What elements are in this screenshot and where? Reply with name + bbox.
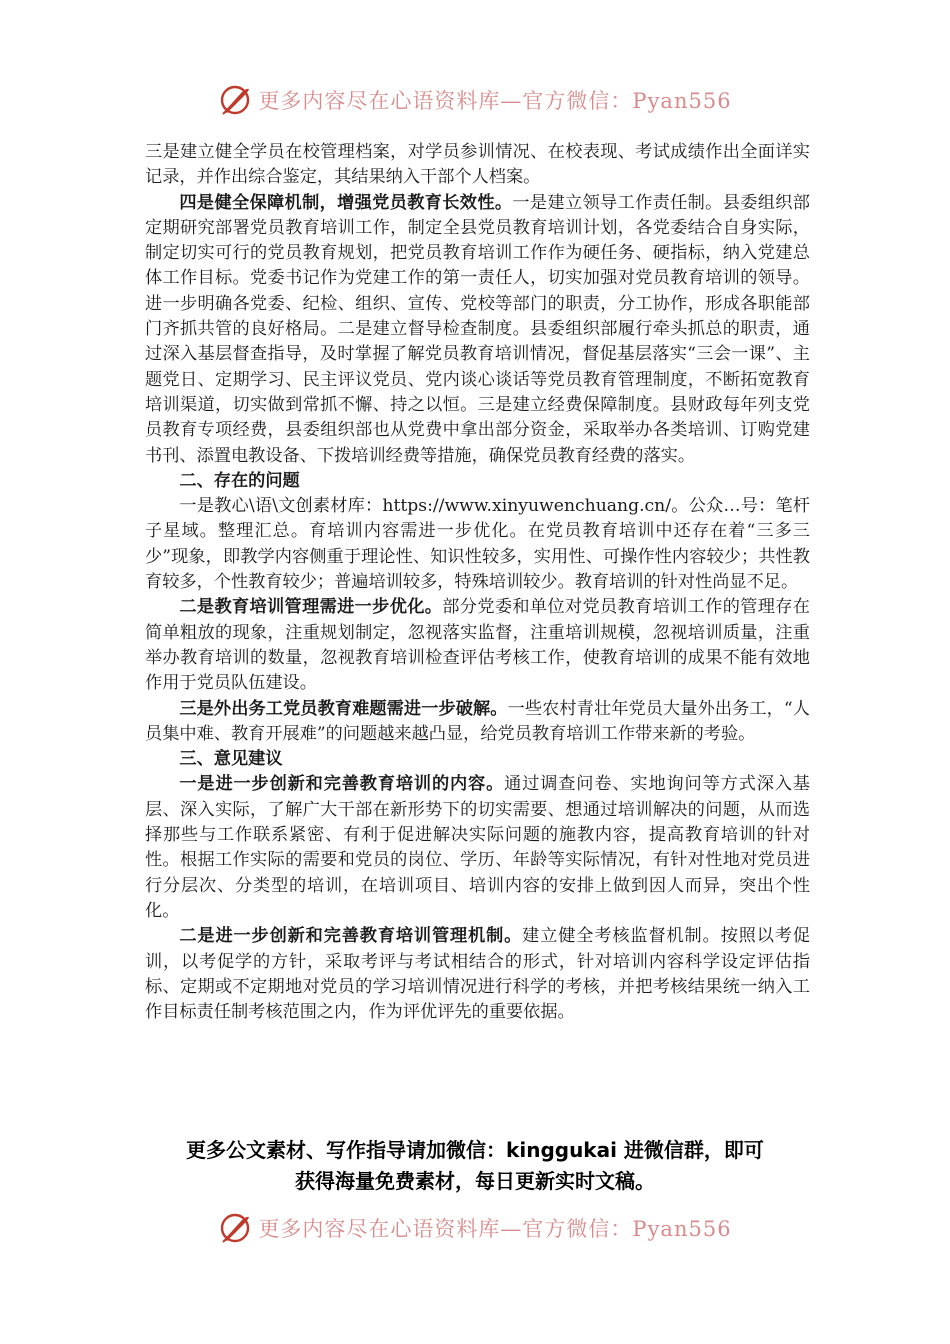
header-banner-text: 更多内容尽在心语资料库—官方微信：Pyan556 (258, 89, 732, 113)
footer-banner (0, 1208, 950, 1248)
promo-line-2: 获得海量免费素材，每日更新实时文稿。 (295, 1169, 655, 1193)
footer-banner-text: 更多内容尽在心语资料库—官方微信：Pyan556 (258, 1217, 732, 1241)
section-heading-problems: 二、存在的问题 (179, 470, 300, 491)
paragraph-lead: 二是教育培训管理需进一步优化。 (179, 597, 443, 618)
document-body (145, 140, 810, 1025)
quill-logo-icon (218, 83, 252, 117)
paragraph-2: 四是健全保障机制，增强党员教育长效性。一是建立领导工作责任制。县委组织部定期研究部署党员教育培训工作，制定全县党员教育培训计划，各党委结合自身实际，制定切实可行的党员教育规划，把党员教育培训工作作为硬任务、硬指标，纳入党建总体工作目标。党委书记作为党建工作的第一责任人，切实加强对党员教育培训的领导。进一步明确各党委、纪检、组织、宣传、党校等部门的职责，分工协作，形成各职能部门齐抓共管的良好格局。二是建立督导检查制度。县委组织部履行牵头抓总的职责，通过深入基层督查指导，及时掌握了解党员教育培训情况，督促基层落实“三会一课”、主题党日、定期学习、民主评议党员、党内谈心谈话等党员教育管理制度，不断拓宽教育培训渠道，切实做到常抓不懈、持之以恒。三是建立经费保障制度。县财政每年列支党员教育专项经费，县委组织部也从党费中拿出部分资金，采取举办各类培训、订购党建书刊、添置电教设备、下拨培训经费等措施，确保党员教育经费的落实。 (145, 192, 810, 466)
section-heading-suggestions: 三、意见建议 (179, 749, 283, 770)
quill-logo-icon (218, 1211, 252, 1245)
paragraph-lead: 一是进一步创新和完善教育培训的内容。 (179, 774, 505, 795)
paragraph-1: 三是建立健全学员在校管理档案，对学员参训情况、在校表现、考试成绩作出全面详实记录，并作出综合鉴定，其结果纳入干部个人档案。 (145, 142, 810, 188)
header-banner (0, 80, 950, 120)
paragraph-lead: 二是进一步创新和完善教育培训管理机制。 (179, 926, 523, 947)
promo-notice (110, 1135, 840, 1197)
paragraph-3: 一是教心\语\文创素材库：https://www.xinyuwenchuang.cn/。公众…号：笔杆子星域。整理汇总。育培训内容需进一步优化。在党员教育培训中还存在着“三多三少”现象，即教学内容侧重于理论性、知识性较多，实用性、可操作性内容较少；共性教育较多，个性教育较少；普遍培训较多，特殊培训较少。教育培训的针对性尚显不足。 (145, 496, 810, 593)
paragraph-5: 三是外出务工党员教育难题需进一步破解。一些农村青壮年党员大量外出务工，“人员集中难、教育开展难”的问题越来越凸显，给党员教育培训工作带来新的考验。 (145, 698, 810, 744)
paragraph-4: 二是教育培训管理需进一步优化。部分党委和单位对党员教育培训工作的管理存在简单粗放的现象，注重规划制定，忽视落实监督，注重培训规模，忽视培训质量，注重举办教育培训的数量，忽视教育培训检查评估考核工作，使教育培训的成果不能有效地作用于党员队伍建设。 (145, 597, 810, 694)
promo-line-1: 更多公文素材、写作指导请加微信：kinggukai 进微信群，即可 (186, 1138, 764, 1162)
paragraph-6: 一是进一步创新和完善教育培训的内容。通过调查问卷、实地询问等方式深入基层、深入实际，了解广大干部在新形势下的切实需要、想通过培训解决的问题，从而选择那些与工作联系紧密、有利于促进解决实际问题的施教内容，提高教育培训的针对性。根据工作实际的需要和党员的岗位、学历、年龄等实际情况，有针对性地对党员进行分层次、分类型的培训，在培训项目、培训内容的安排上做到因人而异，突出个性化。 (145, 774, 810, 921)
paragraph-7: 二是进一步创新和完善教育培训管理机制。建立健全考核监督机制。按照以考促训，以考促学的方针，采取考评与考试相结合的形式，针对培训内容科学设定评估指标、定期或不定期地对党员的学习培训情况进行科学的考核，并把考核结果统一纳入工作目标责任制考核范围之内，作为评优评先的重要依据。 (145, 926, 810, 1023)
paragraph-lead: 三是外出务工党员教育难题需进一步破解。 (179, 698, 508, 719)
paragraph-lead: 四是健全保障机制，增强党员教育长效性。 (179, 192, 513, 213)
